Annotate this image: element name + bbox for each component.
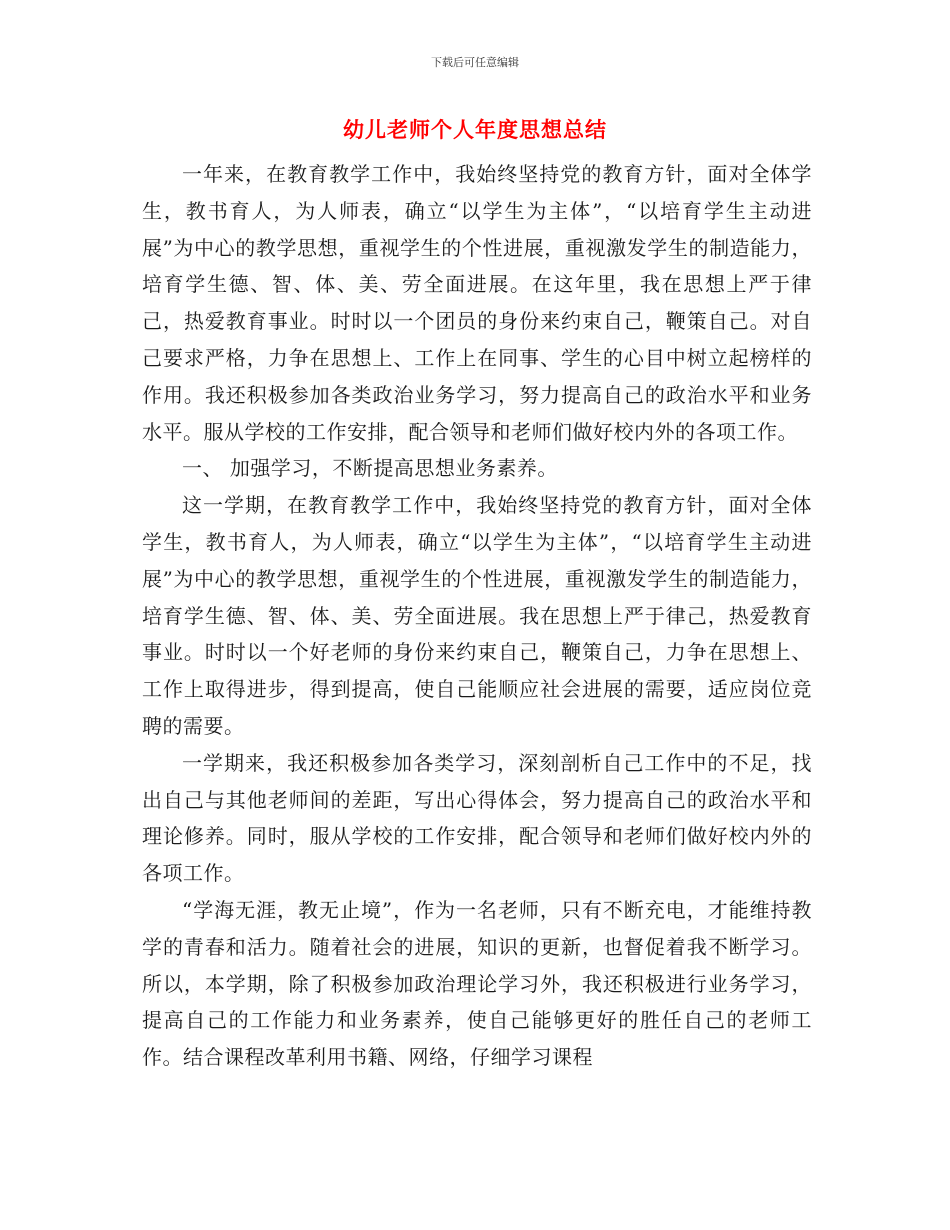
section-heading: 一、 加强学习，不断提高思想业务素养。 — [182, 456, 558, 481]
page-title: 幼儿老师个人年度思想总结 — [343, 118, 607, 142]
header-note: 下载后可任意编辑 — [431, 56, 519, 69]
paragraph: 一学期来，我还积极参加各类学习，深刻剖析自己工作中的不足，找出自己与其他老师间的差距，写出心得体会，努力提高自己的政治水平和理论修养。同时，服从学校的工作安排，配合领导和老师们做好校内外的各项工作。 — [142, 750, 812, 886]
document-body — [142, 156, 812, 1076]
paragraph: 一年来，在教育教学工作中，我始终坚持党的教育方针，面对全体学生，教书育人，为人师表，确立“以学生为主体”，“以培育学生主动进展”为中心的教学思想，重视学生的个性进展，重视激发学生的制造能力，培育学生德、智、体、美、劳全面进展。在这年里，我在思想上严于律己，热爱教育事业。时时以一个团员的身份来约束自己，鞭策自己。对自己要求严格，力争在思想上、工作上在同事、学生的心目中树立起榜样的作用。我还积极参加各类政治业务学习，努力提高自己的政治水平和业务水平。服从学校的工作安排，配合领导和老师们做好校内外的各项工作。 — [142, 162, 812, 444]
paragraph: “学海无涯，教无止境”，作为一名老师，只有不断充电，才能维持教学的青春和活力。随着社会的进展，知识的更新，也督促着我不断学习。所以，本学期，除了积极参加政治理论学习外，我还积极进行业务学习，提高自己的工作能力和业务素养，使自己能够更好的胜任自己的老师工作。结合课程改革利用书籍、网络，仔细学习课程 — [142, 897, 812, 1070]
paragraph: 这一学期，在教育教学工作中，我始终坚持党的教育方针，面对全体学生，教书育人，为人师表，确立“以学生为主体”，“以培育学生主动进展”为中心的教学思想，重视学生的个性进展，重视激发学生的制造能力，培育学生德、智、体、美、劳全面进展。我在思想上严于律己，热爱教育事业。时时以一个好老师的身份来约束自己，鞭策自己，力争在思想上、工作上取得进步，得到提高，使自己能顺应社会进展的需要，适应岗位竞聘的需要。 — [142, 493, 812, 738]
